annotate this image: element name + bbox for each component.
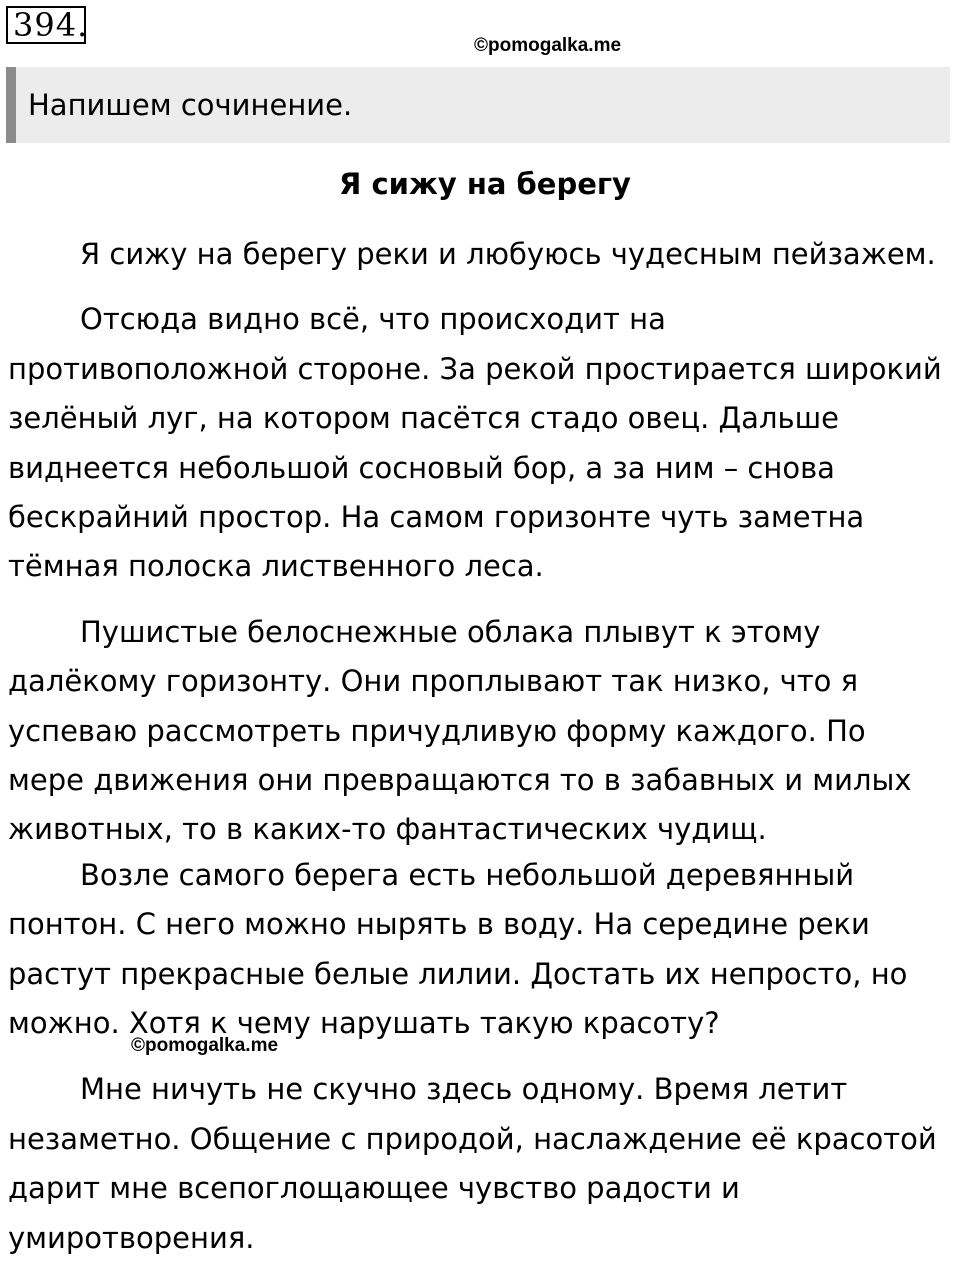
task-text: Напишем сочинение. xyxy=(28,88,353,122)
paragraph-2-line-6: тёмная полоска лиственного леса. xyxy=(8,549,544,583)
paragraph-2-line-4: виднеется небольшой сосновый бор, а за ним – снова xyxy=(8,451,835,485)
paragraph-3-line-2: далёкому горизонту. Они проплывают так низко, что я xyxy=(8,664,859,698)
paragraph-2-line-5: бескрайний простор. На самом горизонте чуть заметна xyxy=(8,500,865,534)
paragraph-5-line-3: дарит мне всепоглощающее чувство радости и xyxy=(8,1171,740,1205)
paragraph-5-line-4: умиротворения. xyxy=(8,1221,255,1255)
paragraph-4-line-3: растут прекрасные белые лилии. Достать их непросто, но xyxy=(8,957,908,991)
watermark-top: ©pomogalka.me xyxy=(474,35,622,56)
paragraph-3-line-3: успеваю рассмотреть причудливую форму каждого. По xyxy=(8,714,866,748)
paragraph-3-line-5: животных, то в каких-то фантастических чудищ. xyxy=(8,812,767,846)
paragraph-2-line-1: Отсюда видно всё, что происходит на xyxy=(80,302,666,336)
paragraph-3-line-1: Пушистые белоснежные облака плывут к этому xyxy=(80,615,821,649)
watermark-middle: ©pomogalka.me xyxy=(131,1035,279,1056)
paragraph-1-line-1: Я сижу на берегу реки и любуюсь чудесным пейзажем. xyxy=(80,237,936,271)
paragraph-5-line-1: Мне ничуть не скучно здесь одному. Время летит xyxy=(80,1072,848,1106)
task-banner xyxy=(6,67,950,143)
exercise-number: 394. xyxy=(6,6,86,44)
paragraph-2-line-3: зелёный луг, на котором пасётся стадо овец. Дальше xyxy=(8,401,839,435)
paragraph-4-line-4: можно. Хотя к чему нарушать такую красоту? xyxy=(8,1006,720,1040)
paragraph-5-line-2: незаметно. Общение с природой, наслаждение её красотой xyxy=(8,1122,937,1156)
essay-title: Я сижу на берегу xyxy=(339,167,631,201)
paragraph-4-line-1: Возле самого берега есть небольшой деревянный xyxy=(80,858,855,892)
paragraph-3-line-4: мере движения они превращаются то в забавных и милых xyxy=(8,763,912,797)
paragraph-4-line-2: понтон. С него можно нырять в воду. На середине реки xyxy=(8,907,870,941)
paragraph-2-line-2: противоположной стороне. За рекой простирается широкий xyxy=(8,352,942,386)
